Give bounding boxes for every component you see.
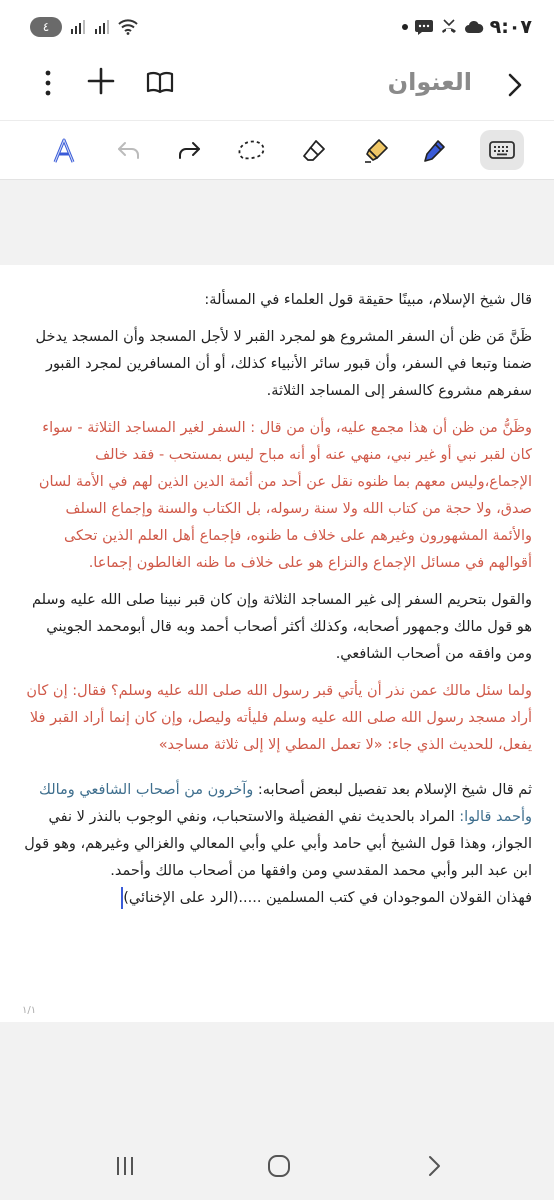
more-options-button[interactable] (36, 68, 60, 98)
paragraph-5-red: ولما سئل مالك عمن نذر أن يأتي قبر رسول الله صلى الله عليه وسلم؟ فقال: إن كان أراد مسجد رسول الله صلى الله عليه وسلم فليأته وليصل، وإن كان إنما أراد القبر فلا يفعل، للحديث الذي جاء: «لا تعمل المطي إلا إلى ثلاثة مساجد» (26, 683, 532, 753)
text-style-icon (51, 137, 77, 165)
nav-back-button[interactable] (420, 1154, 450, 1178)
chat-icon (414, 18, 434, 36)
paragraph-6 (22, 777, 532, 885)
clock: ٩:٠٧ (489, 16, 532, 38)
highlighter-button[interactable] (358, 133, 394, 169)
undo-button[interactable] (110, 133, 146, 169)
paragraph-4: والقول بتحريم السفر إلى غير المساجد الثلاثة وإن كان قبر نبينا صلى الله عليه وسلم هو قول مالك وجمهور أصحابه، وكذلك أكثر أصحاب أحمد وبه قال أبومحمد الجويني ومن وافقه من أصحاب الشافعي. (31, 592, 532, 662)
home-button[interactable] (264, 1154, 294, 1178)
page-indicator: ١/١ (22, 1005, 37, 1016)
undo-icon (115, 140, 141, 162)
closing-line (22, 885, 532, 912)
recent-apps-button[interactable] (110, 1154, 140, 1178)
redo-icon (177, 140, 203, 162)
drawing-toolbar (0, 120, 554, 180)
keyboard-icon (489, 140, 515, 160)
paragraph-6-blue: وآخرون من أصحاب الشافعي ومالك وأحمد قالوا: (38, 782, 532, 825)
pen-button[interactable] (416, 133, 452, 169)
battery-icon (30, 17, 62, 37)
system-nav-bar (0, 1130, 554, 1200)
add-button[interactable] (86, 66, 116, 96)
highlighter-icon (362, 137, 390, 165)
lasso-icon (237, 138, 267, 164)
eraser-icon (300, 137, 328, 165)
paragraph-1: قال شيخ الإسلام، مبينًا حقيقة قول العلماء في المسألة: (204, 292, 532, 308)
missed-call-icon (440, 18, 458, 36)
note-title[interactable]: العنوان (387, 68, 472, 96)
battery-level: ٤ (42, 20, 50, 34)
closing-text: فهذان القولان الموجودان في كتب المسلمين .....(الرد على الإخنائي) (123, 890, 532, 906)
back-button[interactable] (498, 70, 528, 100)
wifi-icon (118, 19, 138, 35)
eraser-button[interactable] (296, 133, 332, 169)
signal-2-icon (94, 19, 110, 35)
status-left (30, 17, 138, 37)
status-bar (0, 0, 554, 54)
text-style-button[interactable] (46, 133, 82, 169)
redo-button[interactable] (172, 133, 208, 169)
cloud-icon (464, 19, 484, 35)
notification-dot-icon (402, 24, 408, 30)
app-bar (0, 54, 554, 120)
status-right (402, 16, 532, 38)
keyboard-button[interactable] (480, 130, 524, 170)
document-body[interactable] (22, 287, 532, 922)
reading-mode-button[interactable] (145, 68, 175, 98)
paragraph-6-intro: ثم قال شيخ الإسلام بعد تفصيل لبعض أصحابه: (253, 782, 532, 798)
paragraph-2: ظَنَّ مَن ظن أن السفر المشروع هو لمجرد القبر لا لأجل المسجد وأن المسجد يدخل ضمنا وتبعا في السفر، وأن قبور سائر الأنبياء كذلك، أو أن المسافرين لمجرد القبور سفرهم مشروع كالسفر إلى المساجد الثلاثة. (35, 329, 532, 399)
lasso-button[interactable] (234, 133, 270, 169)
paragraph-6-rest: المراد بالحديث نفي الفضيلة والاستحباب، ونفي الوجوب بالنذر لا نفي الجواز، وهذا قول الشيخ أبي حامد وأبي علي وأبي المعالي والغزالي وغيرهم، وهو قول ابن عبد البر وأبي محمد المقدسي ومن وافقها من أصحاب مالك وأحمد. (24, 809, 532, 879)
signal-1-icon (70, 19, 86, 35)
document-page[interactable] (0, 265, 554, 1022)
pen-icon (420, 137, 448, 165)
paragraph-3-red: وظَنُّ من ظن أن هذا مجمع عليه، وأن من قال : السفر لغير المساجد الثلاثة - سواء كان لقبر نبي أو غير نبي، منهي عنه أو أنه مباح ليس بمستحب - فقد خالف الإجماع،وليس معهم بما ظنوه نقل عن أحد من أئمة الدين الذين لهم في الأمة لسان صدق، ولا حجة من كتاب الله ولا سنة رسوله، بل الكتاب والسنة وإجماع السلف والأئمة المشهورون وغيرهم على خلاف ما ظنوه، فإجماع أهل العلم الذين تحكى أقوالهم في مسائل الإجماع والنزاع هو على خلاف ما ظنه الغالطون إجماعا. (38, 420, 532, 571)
